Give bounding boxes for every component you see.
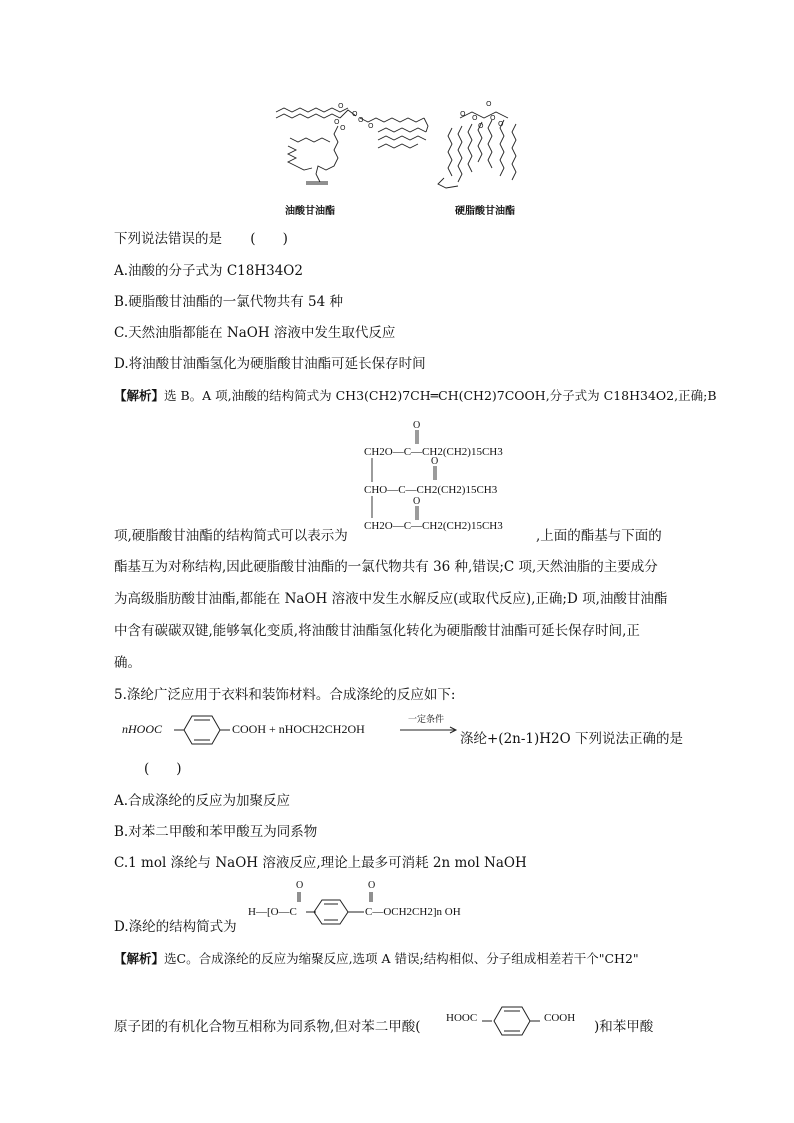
q4-analysis-line2b: ,上面的酯基与下面的 — [536, 528, 662, 544]
svg-text:O: O — [490, 114, 496, 122]
carbonyl-o-2: O — [431, 456, 439, 467]
q5-analysis-line1: 【解析】选C。合成涤纶的反应为缩聚反应,选项 A 错误;结构相似、分子组成相差若干个"CH2" — [114, 951, 639, 966]
svg-text:O: O — [460, 110, 466, 118]
svg-text:O: O — [486, 100, 492, 108]
terephthalic-acid-structure — [446, 1004, 592, 1038]
polyester-o-1: O — [296, 880, 304, 891]
carbonyl-o-1: O — [413, 420, 421, 431]
q4-option-c: C.天然油脂都能在 NaOH 溶液中发生取代反应 — [114, 325, 396, 341]
q5-analysis-line2b: )和苯甲酸 — [594, 1019, 654, 1035]
svg-text:O: O — [338, 102, 344, 110]
benzene-ring-eq — [174, 712, 230, 748]
polyester-bonds — [244, 880, 504, 926]
polyester-structure — [244, 880, 504, 926]
q4-analysis-line4: 为高级脂肪酸甘油酯,都能在 NaOH 溶液中发生水解反应(或取代反应),正确;D 项,油酸甘油酯 — [114, 591, 668, 607]
q5-option-a: A.合成涤纶的反应为加聚反应 — [114, 793, 291, 809]
oleic-glyceride-structure — [268, 98, 438, 190]
struct-row-2: CHO—C—CH2(CH2)15CH3 — [364, 484, 498, 496]
q5-equation — [122, 712, 682, 752]
q4-analysis-line1: 【解析】选 B。A 项,油酸的结构简式为 CH3(CH2)7CH═CH(CH2)7COOH,分子式为 C18H34O2,正确;B — [114, 388, 717, 403]
q4-stem: 下列说法错误的是 ( ) — [114, 231, 288, 247]
stearic-glyceride-caption: 硬脂酸甘油酯 — [455, 206, 515, 217]
q4-analysis-line5: 中含有碳碳双键,能够氧化变质,将油酸甘油酯氢化转化为硬脂酸甘油酯可延长保存时间,正 — [114, 623, 640, 639]
q5-stem: 5.涤纶广泛应用于衣料和装饰材料。合成涤纶的反应如下: — [114, 687, 456, 703]
svg-text:O: O — [340, 124, 346, 132]
struct-row-3: CH2O—C—CH2(CH2)15CH3 — [364, 520, 503, 532]
q5-option-d: D.涤纶的结构简式为 — [114, 919, 237, 935]
reaction-arrow — [400, 726, 460, 734]
stearic-glyceride-structure — [432, 98, 542, 194]
svg-text:O: O — [472, 114, 478, 122]
q4-option-b: B.硬脂酸甘油酯的一氯代物共有 54 种 — [114, 294, 343, 310]
oleic-glyceride-caption: 油酸甘油酯 — [285, 206, 335, 217]
svg-text:O: O — [498, 120, 504, 128]
glyceride-struct-bonds — [360, 420, 540, 528]
polyester-o-2: O — [368, 880, 376, 891]
q4-option-a: A.油酸的分子式为 C18H34O2 — [114, 263, 303, 279]
q4-option-d: D.将油酸甘油酯氢化为硬脂酸甘油酯可延长保存时间 — [114, 356, 426, 372]
svg-text:O: O — [358, 116, 364, 124]
q5-option-b: B.对苯二甲酸和苯甲酸互为同系物 — [114, 824, 318, 840]
svg-text:O: O — [352, 110, 358, 118]
eq-left1: nHOOC — [122, 722, 163, 736]
struct-row-1: CH2O—C—CH2(CH2)15CH3 — [364, 446, 503, 458]
tpa-right: COOH — [544, 1012, 576, 1024]
svg-text:O: O — [368, 122, 374, 130]
eq-condition: 一定条件 — [408, 715, 445, 725]
carbonyl-o-3: O — [413, 496, 421, 507]
q5-paren: ( ) — [144, 761, 182, 777]
q5-option-c: C.1 mol 涤纶与 NaOH 溶液反应,理论上最多可消耗 2n mol NaOH — [114, 855, 527, 871]
eq-right: 涤纶+(2n-1)H2O 下列说法正确的是 — [460, 731, 684, 747]
tpa-left: HOOC — [446, 1012, 478, 1024]
q5-analysis-line2a: 原子团的有机化合物互相称为同系物,但对苯二甲酸( — [114, 1019, 421, 1035]
polyester-left: H—[O—C — [248, 906, 297, 918]
polyester-right: C—OCH2CH2]n OH — [365, 906, 461, 918]
q4-analysis-line6: 确。 — [114, 655, 141, 671]
q4-analysis-line2a: 项,硬脂酸甘油酯的结构简式可以表示为 — [114, 528, 348, 544]
benzene-ring-tpa — [482, 1004, 546, 1038]
svg-text:O: O — [478, 122, 484, 130]
q4-analysis-line3: 酯基互为对称结构,因此硬脂酸甘油酯的一氯代物共有 36 种,错误;C 项,天然油脂的主要成分 — [114, 559, 658, 575]
svg-text:O: O — [334, 118, 340, 126]
eq-left2: COOH + nHOCH2CH2OH — [232, 722, 365, 736]
